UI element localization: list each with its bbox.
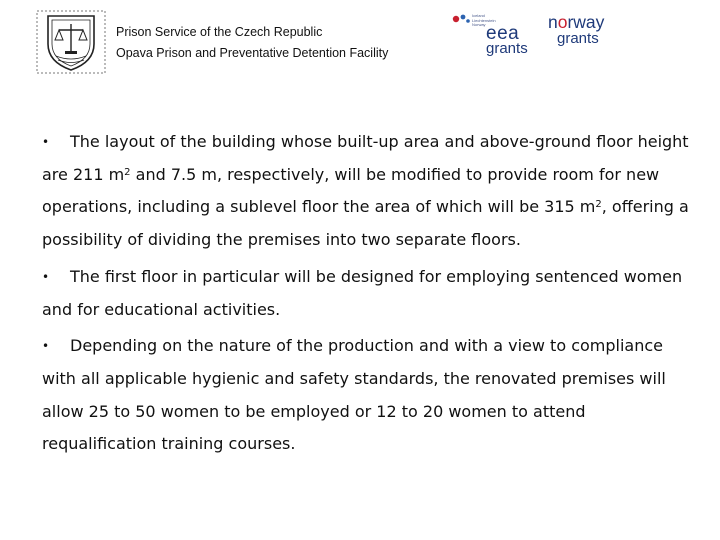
bullet-item-2	[42, 261, 692, 326]
org-title-line-2: Opava Prison and Preventative Detention Facility	[116, 46, 389, 60]
organization-title	[116, 22, 388, 64]
bullet-marker: •	[42, 135, 50, 149]
prison-service-emblem-icon	[36, 10, 106, 74]
bullet-1-superscript-1: 2	[124, 166, 131, 178]
bullet-item-1	[42, 126, 692, 257]
bullet-1-text-part-1: The layout of the building whose built-up area and above-ground floor height are 211 m	[42, 132, 689, 184]
eea-small-line-2: Liechtenstein	[472, 17, 496, 23]
bullet-1-text-part-3: , offering a possibility of dividing the premises into two separate floors.	[42, 197, 689, 250]
eea-small-line-1: Iceland	[472, 13, 485, 18]
bullet-3-text: Depending on the nature of the production and with a view to compliance with all applicable hygienic and safety standards, the renovated premises will allow 25 to 50 women to be employed or 12 to 20 women to attend requalification training courses.	[42, 336, 666, 454]
bullet-marker: •	[42, 269, 50, 284]
bullet-2-text: The first floor in particular will be designed for employing sentenced women and for educational activities.	[42, 266, 683, 319]
bullet-list	[42, 126, 692, 461]
eea-grants-word: grants	[486, 40, 528, 57]
norway-grants-logo	[546, 12, 616, 58]
norway-grants-word: grants	[557, 30, 599, 47]
norway-word-prefix: n	[548, 12, 558, 32]
bullet-1-text-part-2: and 7.5 m, respectively, will be modified to provide room for new operations, including a sublevel floor the area of which will be 315 m	[42, 164, 660, 217]
norway-word-o: o	[557, 12, 568, 32]
eea-grants-logo	[446, 12, 534, 58]
bullet-marker: •	[42, 339, 50, 354]
bullet-1-superscript-2: 2	[595, 199, 602, 211]
eea-word: eea	[486, 23, 520, 44]
norway-word	[548, 14, 604, 30]
norway-word-suffix: rway	[567, 12, 605, 32]
eea-small-line-3: Norway	[472, 22, 486, 27]
org-title-line-1: Prison Service of the Czech Republic	[116, 25, 323, 39]
bullet-item-3	[42, 330, 692, 461]
